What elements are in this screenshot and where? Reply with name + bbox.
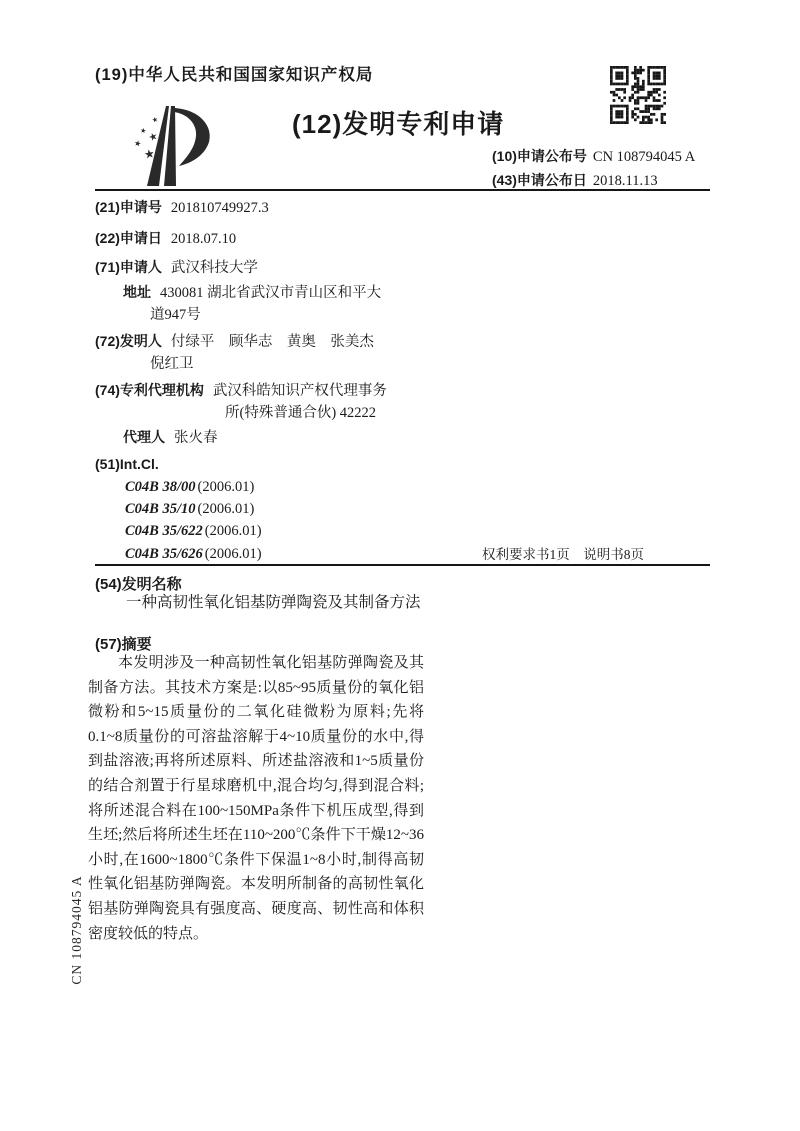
int-cl-version: (2006.01) <box>197 479 255 495</box>
header-divider-line <box>95 189 710 191</box>
int-cl-version: (2006.01) <box>197 501 255 517</box>
applicant-value: 武汉科技大学 <box>170 260 258 276</box>
agency-row-2 <box>95 403 440 424</box>
bibliographic-data <box>95 197 440 565</box>
int-cl-row <box>95 454 440 476</box>
publication-date-value: 2018.11.13 <box>592 173 658 189</box>
publication-number-value: CN 108794045 A <box>592 149 696 165</box>
address-line2: 道947号 <box>150 307 201 323</box>
invention-title: 一种高韧性氧化铝基防弹陶瓷及其制备方法 <box>126 594 421 611</box>
int-cl-code: C04B 35/622 <box>125 523 203 539</box>
section-divider-line <box>95 564 710 566</box>
invention-title-label: (54)发明名称 <box>95 576 182 593</box>
side-publication-code: CN 108794045 A <box>69 875 84 985</box>
application-date-value: 2018.07.10 <box>170 231 237 247</box>
agent-value: 张火春 <box>174 430 218 446</box>
star-icon: ★ <box>147 130 160 145</box>
application-number-value: 201810749927.3 <box>170 200 269 216</box>
cnipa-logo-icon <box>118 102 222 190</box>
abstract-text: 本发明涉及一种高韧性氧化铝基防弹陶瓷及其制备方法。其技术方案是:以85~95质量份的氧化铝微粉和5~15质量份的二氧化硅微粉为原料;先将0.1~8质量份的可溶盐溶解于4~10质量份的水中,得到盐溶液;再将所述原料、所述盐溶液和1~5质量份的结合剂置于行星球磨机中,混合均匀,得到混合料;将所述混合料在100~150MPa条件下机压成型,得到生坯;然后将所述生坯在110~200℃条件下干燥12~36小时,在1600~1800℃条件下保温1~8小时,制得高韧性氧化铝基防弹陶瓷。本发明所制备的高韧性氧化铝基防弹陶瓷具有强度高、硬度高、韧性高和体积密度较低的特点。 <box>88 655 424 942</box>
abstract-label: (57)摘要 <box>95 636 152 653</box>
agency-row <box>95 380 440 402</box>
int-cl-entry <box>95 521 440 542</box>
publication-number-label: (10)申请公布号 <box>492 148 587 164</box>
publication-number-row <box>492 146 695 168</box>
int-cl-entry <box>95 477 440 498</box>
inventors-row <box>95 331 440 353</box>
int-cl-code: C04B 38/00 <box>125 479 196 495</box>
star-icon: ★ <box>142 146 156 162</box>
application-date-label: (22)申请日 <box>95 230 162 246</box>
inventors-row-2 <box>95 354 440 375</box>
pages-count-note: 权利要求书1页 说明书8页 <box>482 547 644 562</box>
agency-label: (74)专利代理机构 <box>95 382 204 398</box>
address-label: 地址 <box>123 284 151 300</box>
int-cl-code: C04B 35/10 <box>125 501 196 517</box>
document-type-title: (12)发明专利申请 <box>292 109 505 139</box>
patent-office-name: (19)中华人民共和国国家知识产权局 <box>95 66 374 84</box>
inventors-line1: 付绿平 顾华志 黄奥 张美杰 <box>170 334 374 350</box>
star-icon: ★ <box>150 115 160 125</box>
qr-code-icon <box>610 66 666 124</box>
inventors-label: (72)发明人 <box>95 333 162 349</box>
inventors-line2: 倪红卫 <box>150 356 194 372</box>
int-cl-version: (2006.01) <box>204 523 262 539</box>
application-number-label: (21)申请号 <box>95 199 162 215</box>
agency-line1: 武汉科皓知识产权代理事务 <box>212 383 387 399</box>
int-cl-entry <box>95 499 440 520</box>
application-number-row <box>95 197 440 219</box>
int-cl-label: (51)Int.Cl. <box>95 456 159 472</box>
publication-date-label: (43)申请公布日 <box>492 172 587 188</box>
address-line1: 430081 湖北省武汉市青山区和平大 <box>160 285 382 301</box>
agent-label: 代理人 <box>123 429 165 445</box>
applicant-row <box>95 257 440 279</box>
agency-line2: 所(特殊普通合伙) 42222 <box>225 405 377 421</box>
applicant-label: (71)申请人 <box>95 259 162 275</box>
applicant-address-row <box>95 282 440 304</box>
application-date-row <box>95 228 440 250</box>
int-cl-version: (2006.01) <box>204 546 262 562</box>
int-cl-code: C04B 35/626 <box>125 546 203 562</box>
int-cl-entry <box>95 544 440 565</box>
applicant-address-row-2 <box>95 305 440 326</box>
star-icon: ★ <box>133 138 143 149</box>
agent-row <box>95 427 440 449</box>
star-icon: ★ <box>139 126 148 136</box>
